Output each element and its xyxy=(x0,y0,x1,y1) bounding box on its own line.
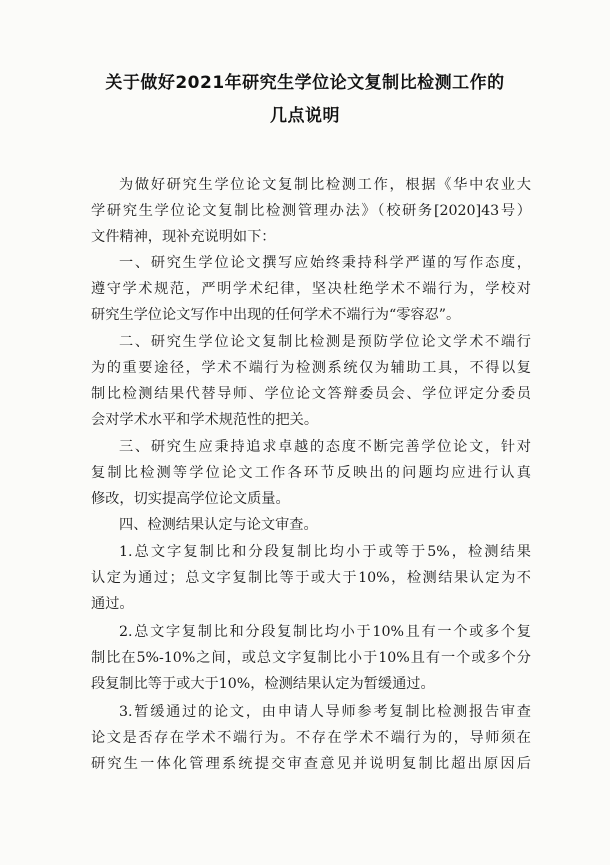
paragraph-three-line: 复制比检测等学位论文工作各环节反映出的问题均应进行认真 xyxy=(91,465,531,481)
item-three-line: 3.暂缓通过的论文，由申请人导师参考复制比检测报告审查 xyxy=(119,704,531,720)
item-three-line: 研究生一体化管理系统提交审查意见并说明复制比超出原因后 xyxy=(91,756,531,772)
paragraph-two-line: 会对学术水平和学术规范性的把关。 xyxy=(91,412,319,428)
item-one-line: 认定为通过；总文字复制比等于或大于10%，检测结果认定为不 xyxy=(91,570,531,586)
item-two-line: 段复制比等于或大于10%，检测结果认定为暂缓通过。 xyxy=(91,676,435,692)
section-four-heading: 四、检测结果认定与论文审查。 xyxy=(119,517,318,533)
paragraph-one-line: 遵守学术规范，严明学术纪律，坚决杜绝学术不端行为，学校对 xyxy=(91,281,531,297)
document-title-line2: 几点说明 xyxy=(270,106,340,126)
paragraph-one-line: 一、研究生学位论文撰写应始终秉持科学严谨的写作态度， xyxy=(119,255,531,271)
item-two-line: 2.总文字复制比和分段复制比均小于10%且有一个或多个复 xyxy=(119,624,531,640)
paragraph-three-line: 三、研究生应秉持追求卓越的态度不断完善学位论文，针对 xyxy=(119,439,531,455)
paragraph-intro-line: 学研究生学位论文复制比检测管理办法》（校研务[2020]43号） xyxy=(91,203,531,219)
document-title-line1: 关于做好2021年研究生学位论文复制比检测工作的 xyxy=(105,73,505,93)
paragraph-intro-line: 为做好研究生学位论文复制比检测工作，根据《华中农业大 xyxy=(119,177,531,193)
item-one-line: 通过。 xyxy=(91,596,134,612)
paragraph-two-line: 二、研究生学位论文复制比检测是预防学位论文学术不端行 xyxy=(119,334,531,350)
item-three-line: 论文是否存在学术不端行为。不存在学术不端行为的，导师须在 xyxy=(91,730,531,746)
item-one-line: 1.总文字复制比和分段复制比均小于或等于5%，检测结果 xyxy=(119,544,531,560)
item-two-line: 制比在5%-10%之间，或总文字复制比小于10%且有一个或多个分 xyxy=(91,650,531,666)
paragraph-one-line: 研究生学位论文写作中出现的任何学术不端行为“零容忍”。 xyxy=(91,307,461,323)
paragraph-two-line: 制比检测结果代替导师、学位论文答辩委员会、学位评定分委员 xyxy=(91,386,531,402)
paragraph-two-line: 为的重要途径，学术不端行为检测系统仅为辅助工具，不得以复 xyxy=(91,360,531,376)
paragraph-three-line: 修改，切实提高学位论文质量。 xyxy=(91,491,290,507)
paragraph-intro-line: 文件精神，现补充说明如下： xyxy=(91,229,276,245)
